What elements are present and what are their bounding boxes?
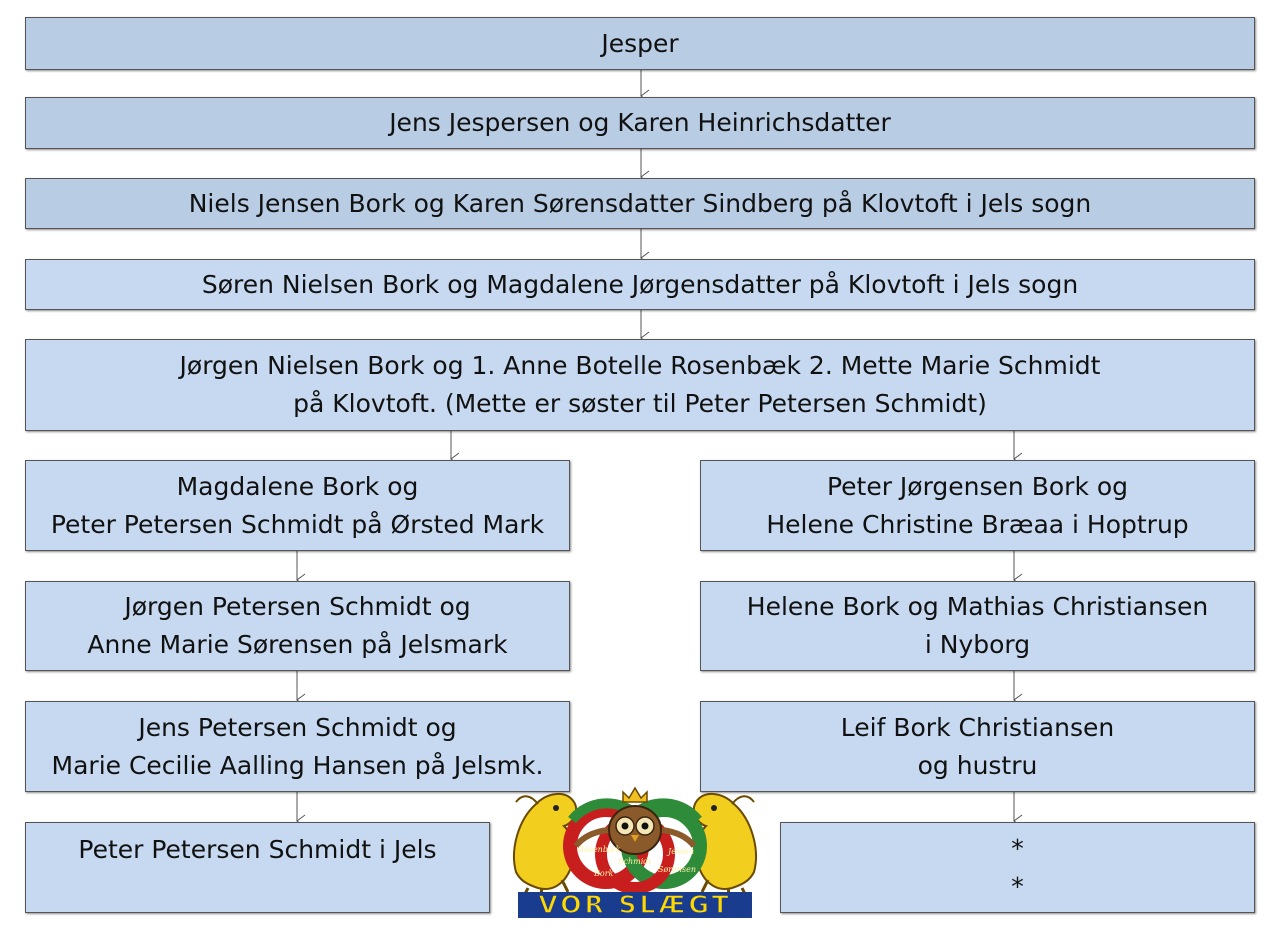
gen1-box — [25, 17, 1255, 70]
right-gen6-line2: Helene Christine Bræaa i Hoptrup — [766, 509, 1189, 539]
right-gen7-line2: i Nyborg — [924, 630, 1031, 659]
left-gen7-box — [25, 581, 570, 671]
right-gen8-line2: og hustru — [917, 750, 1038, 780]
crest-name-5: Jessen — [668, 847, 695, 856]
left-gen8-line2: Marie Cecilie Aalling Hansen på Jelsmk. — [51, 750, 544, 780]
crest-name-3: Rosenbæk — [578, 845, 621, 854]
left-gen9-line1: Peter Petersen Schmidt i Jels — [78, 835, 437, 864]
gen3-line1: Niels Jensen Bork og Karen Sørensdatter Sindberg på Klovtoft i Jels sogn — [188, 188, 1092, 218]
crest-banner-text: VOR SLÆGT — [538, 890, 732, 919]
right-gen9-box — [780, 822, 1255, 913]
left-gen7-line1: Jørgen Petersen Schmidt og — [124, 592, 471, 621]
gen5-box — [25, 339, 1255, 431]
gen4-line1: Søren Nielsen Bork og Magdalene Jørgensdatter på Klovtoft i Jels sogn — [201, 269, 1079, 299]
gen5-line1: Jørgen Nielsen Bork og 1. Anne Botelle Rosenbæk 2. Mette Marie Schmidt — [179, 351, 1101, 380]
left-gen8-box — [25, 701, 570, 792]
gen4-box — [25, 259, 1255, 310]
crest-name-2: Schmidt — [618, 857, 652, 866]
crest-name-1: Bork — [594, 869, 614, 878]
right-gen9-line1: * — [1011, 833, 1024, 863]
right-gen7-line1: Helene Bork og Mathias Christiansen — [746, 592, 1209, 621]
right-gen9-line2: * — [1011, 871, 1024, 901]
right-gen6-box — [700, 460, 1255, 551]
gen3-box — [25, 178, 1255, 229]
crown-icon — [623, 788, 647, 802]
gen2-box — [25, 97, 1255, 149]
left-gen7-line2: Anne Marie Sørensen på Jelsmark — [87, 630, 508, 659]
gen2-line1: Jens Jespersen og Karen Heinrichsdatter — [389, 108, 891, 137]
right-gen6-line1: Peter Jørgensen Bork og — [826, 471, 1129, 501]
gen1-line1: Jesper — [601, 28, 679, 58]
crest-name-4: Sørensen — [658, 865, 696, 874]
gen5-line2: på Klovtoft. (Mette er søster til Peter Petersen Schmidt) — [293, 389, 987, 418]
right-gen8-line1: Leif Bork Christiansen — [840, 712, 1115, 742]
left-gen6-line2: Peter Petersen Schmidt på Ørsted Mark — [50, 509, 545, 539]
family-crest-logo — [508, 780, 762, 920]
left-gen9-box — [25, 822, 490, 913]
left-gen8-line1: Jens Petersen Schmidt og — [138, 712, 457, 742]
right-gen8-box — [700, 701, 1255, 792]
left-gen6-box — [25, 460, 570, 551]
left-gen6-line1: Magdalene Bork og — [176, 471, 419, 501]
right-gen7-box — [700, 581, 1255, 671]
